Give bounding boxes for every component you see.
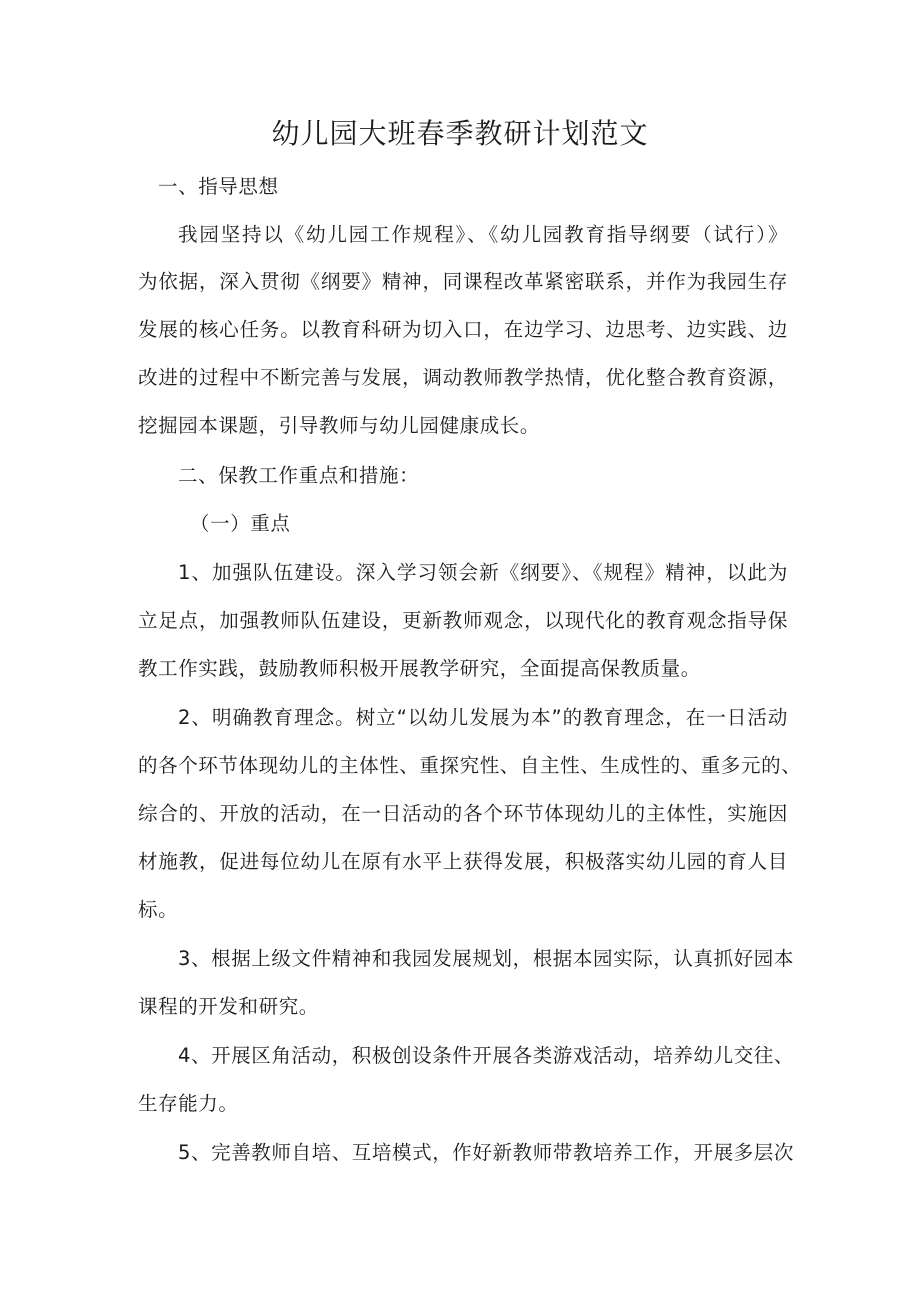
paragraph-line: 标。 [138, 898, 179, 921]
paragraph-line: 1、加强队伍建设。深入学习领会新《纲要》、《规程》精神，以此为 [178, 561, 788, 584]
paragraph-line: 我园坚持以《幼儿园工作规程》、《幼儿园教育指导纲要（试行）》 [178, 223, 788, 246]
paragraph-line: 的各个环节体现幼儿的主体性、重探究性、自主性、生成性的、重多元的、 [138, 754, 802, 777]
paragraph-line: 材施教，促进每位幼儿在原有水平上获得发展，积极落实幼儿园的育人目 [138, 850, 788, 873]
paragraph-line: 综合的、开放的活动，在一日活动的各个环节体现幼儿的主体性，实施因 [138, 802, 788, 825]
section-heading-guidance: 一、指导思想 [158, 175, 279, 198]
paragraph-line: 为依据，深入贯彻《纲要》精神，同课程改革紧密联系，并作为我园生存 [138, 270, 788, 293]
paragraph-line: 3、根据上级文件精神和我园发展规划，根据本园实际，认真抓好园本 [178, 947, 795, 970]
paragraph-line: 课程的开发和研究。 [138, 995, 319, 1018]
paragraph-line: 立足点，加强教师队伍建设，更新教师观念，以现代化的教育观念指导保 [138, 609, 788, 632]
paragraph-line: 4、开展区角活动，积极创设条件开展各类游戏活动，培养幼儿交往、 [178, 1044, 795, 1067]
paragraph-line: 发展的核心任务。以教育科研为切入口，在边学习、边思考、边实践、边 [138, 318, 788, 341]
paragraph-line: 改进的过程中不断完善与发展，调动教师教学热情，优化整合教育资源， [138, 366, 788, 389]
document-title: 幼儿园大班春季教研计划范文 [271, 117, 649, 150]
paragraph-line: 教工作实践，鼓励教师积极开展教学研究，全面提高保教质量。 [138, 657, 701, 680]
paragraph-line: 挖掘园本课题，引导教师与幼儿园健康成长。 [138, 414, 541, 437]
subsection-heading-focus: （一）重点 [190, 512, 291, 535]
paragraph-line: 生存能力。 [138, 1092, 239, 1115]
section-heading-measures: 二、保教工作重点和措施： [178, 464, 420, 487]
paragraph-line: 5、完善教师自培、互培模式，作好新教师带教培养工作，开展多层次 [178, 1141, 795, 1164]
paragraph-line: 2、明确教育理念。树立“以幼儿发展为本”的教育理念，在一日活动 [178, 706, 788, 729]
